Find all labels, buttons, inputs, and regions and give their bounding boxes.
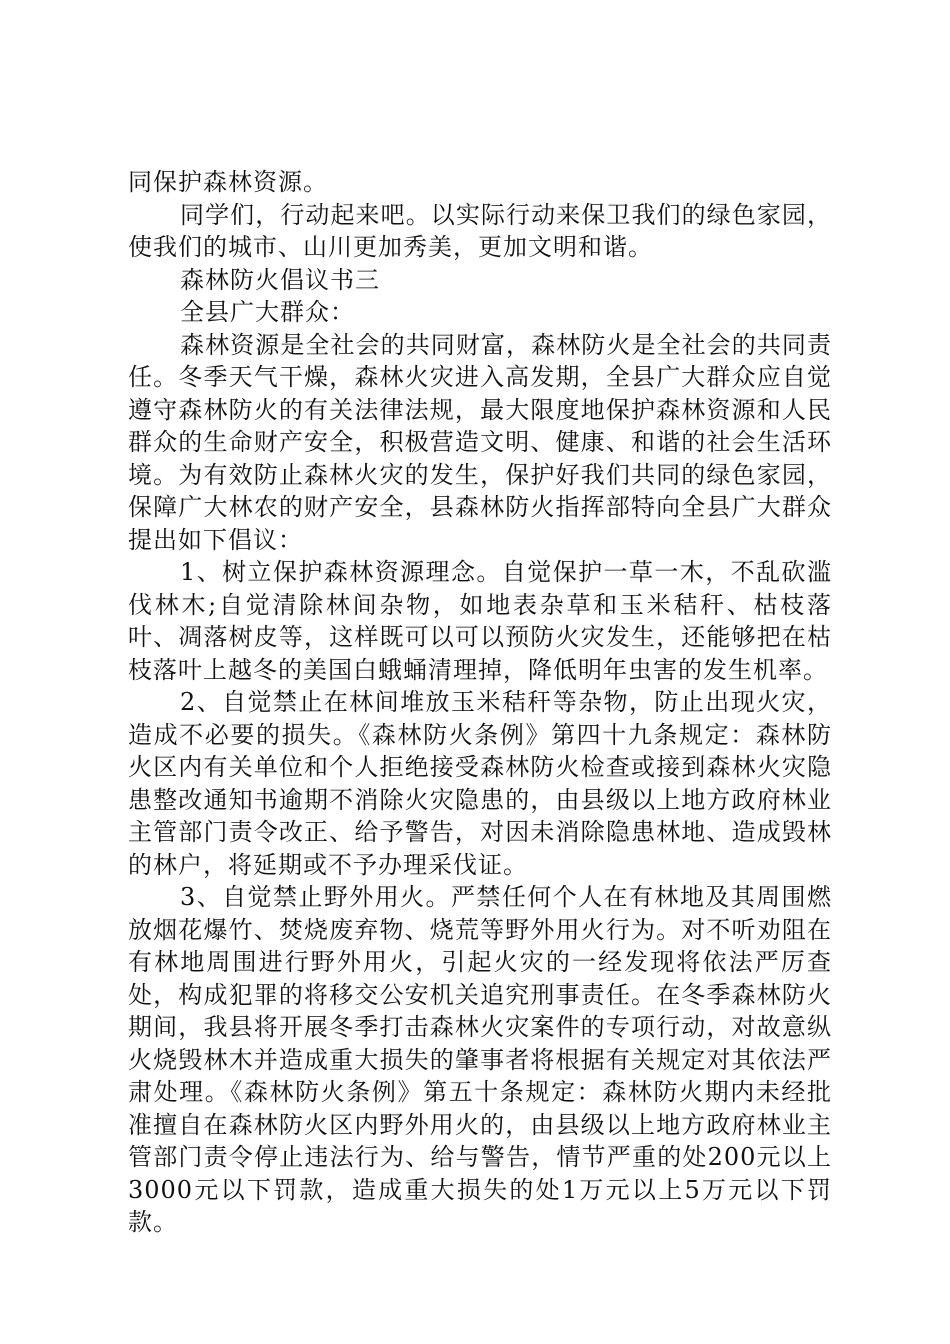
salutation: 全县广大群众： xyxy=(180,298,355,326)
paragraph-intro: 森林资源是全社会的共同财富，森林防火是全社会的共同责任。冬季天气干燥，森林火灾进入高发期，全县广大群众应自觉遵守森林防火的有关法律法规，最大限度地保护森林资源和人民群众的生命财产安全，积极营造文明、健康、和谐的社会生活环境。为有效防止森林火灾的发生，保护好我们共同的绿色家园，保障广大林农的财产安全，县森林防火指挥部特向全县广大群众提出如下倡议： xyxy=(128,330,832,554)
paragraph-item-1: 1、树立保护森林资源理念。自觉保护一草一木，不乱砍滥伐林木;自觉清除林间杂物，如地表杂草和玉米秸秆、枯枝落叶、凋落树皮等，这样既可以可以预防火灾发生，还能够把在枯枝落叶上越冬的美国白蛾蛹清理掉，降低明年虫害的发生机率。 xyxy=(128,558,832,684)
paragraph-item-3: 3、自觉禁止野外用火。严禁任何个人在有林地及其周围燃放烟花爆竹、焚烧废弃物、烧荒等野外用火行为。对不听劝阻在有林地周围进行野外用火，引起火灾的一经发现将依法严厉查处，构成犯罪的将移交公安机关追究刑事责任。在冬季森林防火期间，我县将开展冬季打击森林火灾案件的专项行动，对故意纵火烧毁林木并造成重大损失的肇事者将根据有关规定对其依法严肃处理。《森林防火条例》第五十条规定：森林防火期内未经批准擅自在森林防火区内野外用火的，由县级以上地方政府林业主管部门责令停止违法行为、给与警告，情节严重的处200元以上3000元以下罚款，造成重大损失的处1万元以上5万元以下罚款。 xyxy=(128,883,832,1236)
document-body xyxy=(128,166,832,1239)
paragraph-continuation: 同保护森林资源。 xyxy=(128,168,328,196)
section-title: 森林防火倡议书三 xyxy=(180,265,380,294)
paragraph-call-to-action: 同学们，行动起来吧。以实际行动来保卫我们的绿色家园，使我们的城市、山川更加秀美，更加文明和谐。 xyxy=(128,200,832,261)
paragraph-item-2: 2、自觉禁止在林间堆放玉米秸秆等杂物，防止出现火灾，造成不必要的损失。《森林防火条例》第四十九条规定：森林防火区内有关单位和个人拒绝接受森林防火检查或接到森林火灾隐患整改通知书逾期不消除火灾隐患的，由县级以上地方政府林业主管部门责令改正、给予警告，对因未消除隐患林地、造成毁林的林户，将延期或不予办理采伐证。 xyxy=(128,688,832,879)
